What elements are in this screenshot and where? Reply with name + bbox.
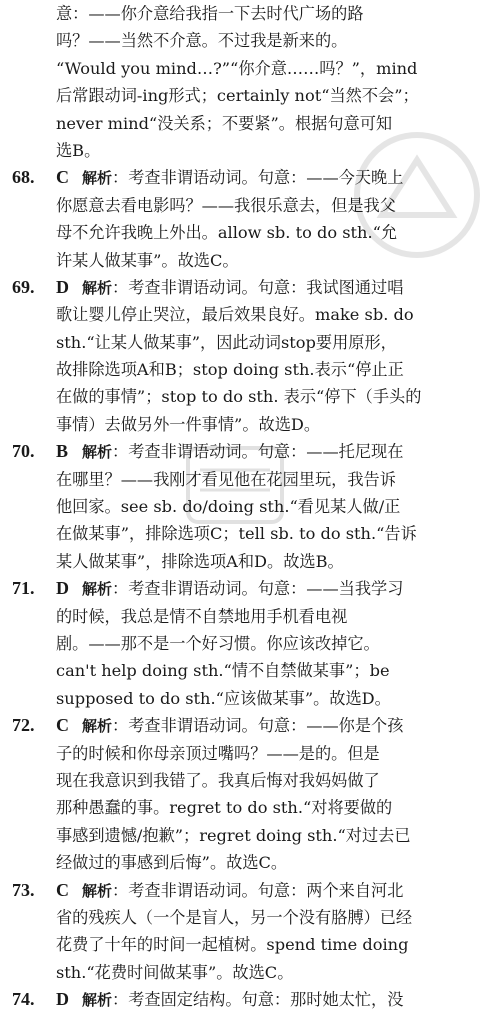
explanation-line: sth.“花费时间做某事”。故选C。: [56, 962, 294, 982]
question-head-line: [12, 438, 490, 465]
explanation-line: 省的残疾人（一个是盲人，另一个没有胳膊）已经: [56, 907, 413, 927]
explanation-line: sth.“让某人做某事”，因此动词stop要用原形，: [56, 332, 397, 352]
analysis-tag: 解析: [82, 580, 113, 599]
explanation-text: ：考查非谓语动词。句意：——你是个孩: [112, 716, 404, 736]
question-number: 72.: [12, 715, 35, 736]
answer-letter: D: [56, 578, 69, 599]
analysis-tag: 解析: [82, 278, 113, 297]
explanation-line: 选B。: [56, 140, 101, 160]
question-number: 74.: [12, 989, 35, 1010]
answer-letter: C: [56, 167, 69, 188]
explanation-line: 剧。——那不是一个好习惯。你应该改掉它。: [56, 633, 380, 653]
question-number: 73.: [12, 879, 35, 900]
analysis-tag: 解析: [82, 991, 113, 1010]
explanation-line: 在做的事情”；stop to do sth. 表示“停下（手头的: [56, 387, 422, 407]
answer-page: [12, 0, 490, 1013]
explanation-line: 他回家。see sb. do/doing sth.“看见某人做/正: [56, 497, 401, 517]
question-head-line: [12, 877, 490, 904]
question-head-line: [12, 986, 490, 1013]
explanation-line: 子的时候和你母亲顶过嘴吗？——是的。但是: [56, 743, 380, 763]
question-head-line: [12, 164, 490, 191]
analysis-tag: 解析: [82, 443, 113, 462]
explanation-text: ：考查非谓语动词。句意：——托尼现在: [112, 442, 404, 462]
question-head-line: [12, 575, 490, 602]
question-number: 68.: [12, 167, 35, 188]
explanation-text: ：考查非谓语动词。句意：——今天晚上: [112, 168, 404, 188]
explanation-line: 现在我意识到我错了。我真后悔对我妈妈做了: [56, 770, 380, 790]
question-head-line: [12, 274, 490, 301]
explanation-line: 事感到遗憾/抱歉”；regret doing sth.“对过去已: [56, 825, 411, 845]
explanation-line: 后常跟动词-ing形式；certainly not“当然不会”；: [56, 86, 419, 106]
question-number: 71.: [12, 578, 35, 599]
explanation-line: “Would you mind…?”“你介意……吗？”，mind: [56, 58, 418, 78]
explanation-text: ：考查固定结构。句意：那时她太忙，没: [112, 990, 404, 1010]
explanation-line: 某人做某事”，排除选项A和D。故选B。: [56, 551, 344, 571]
explanation-line: 意：——你介意给我指一下去时代广场的路: [56, 4, 364, 23]
explanation-line: 那种愚蠢的事。regret to do sth.“对将要做的: [56, 798, 393, 818]
explanation-line: 的时候，我总是情不自禁地用手机看电视: [56, 606, 348, 626]
answer-letter: D: [56, 989, 69, 1010]
analysis-tag: 解析: [82, 169, 113, 188]
explanation-line: never mind“没关系；不要紧”。根据句意可知: [56, 113, 393, 133]
explanation-line: 母不允许我晚上外出。allow sb. to do sth.“允: [56, 223, 398, 243]
question-number: 69.: [12, 276, 35, 297]
answer-letter: C: [56, 879, 69, 900]
question-number: 70.: [12, 441, 35, 462]
answer-letter: C: [56, 715, 69, 736]
explanation-line: 经做过的事感到后悔”。故选C。: [56, 853, 288, 873]
explanation-line: 花费了十年的时间一起植树。spend time doing: [56, 935, 409, 955]
analysis-tag: 解析: [82, 881, 113, 900]
explanation-line: 在哪里？——我刚才看见他在花园里玩，我告诉: [56, 469, 396, 489]
question-head-line: [12, 712, 490, 739]
answer-letter: D: [56, 276, 69, 297]
explanation-text: ：考查非谓语动词。句意：我试图通过唱: [112, 277, 404, 297]
explanation-line: 故排除选项A和B；stop doing sth.表示“停止正: [56, 360, 404, 380]
explanation-line: can't help doing sth.“情不自禁做某事”；be: [56, 661, 390, 681]
explanation-line: 在做某事”，排除选项C；tell sb. to do sth.“告诉: [56, 524, 417, 544]
explanation-line: 你愿意去看电影吗？——我很乐意去，但是我父: [56, 195, 396, 215]
analysis-tag: 解析: [82, 717, 113, 736]
answer-letter: B: [56, 441, 69, 462]
explanation-line: 吗？——当然不介意。不过我是新来的。: [56, 31, 348, 51]
explanation-line: 许某人做某事”。故选C。: [56, 250, 239, 270]
explanation-line: 事情）去做另外一件事情”。故选D。: [56, 414, 321, 434]
explanation-text: ：考查非谓语动词。句意：——当我学习: [112, 579, 404, 599]
explanation-line: supposed to do sth.“应该做某事”。故选D。: [56, 688, 391, 708]
explanation-text: ：考查非谓语动词。句意：两个来自河北: [112, 880, 404, 900]
explanation-line: 歌让婴儿停止哭泣，最后效果良好。make sb. do: [56, 305, 414, 325]
